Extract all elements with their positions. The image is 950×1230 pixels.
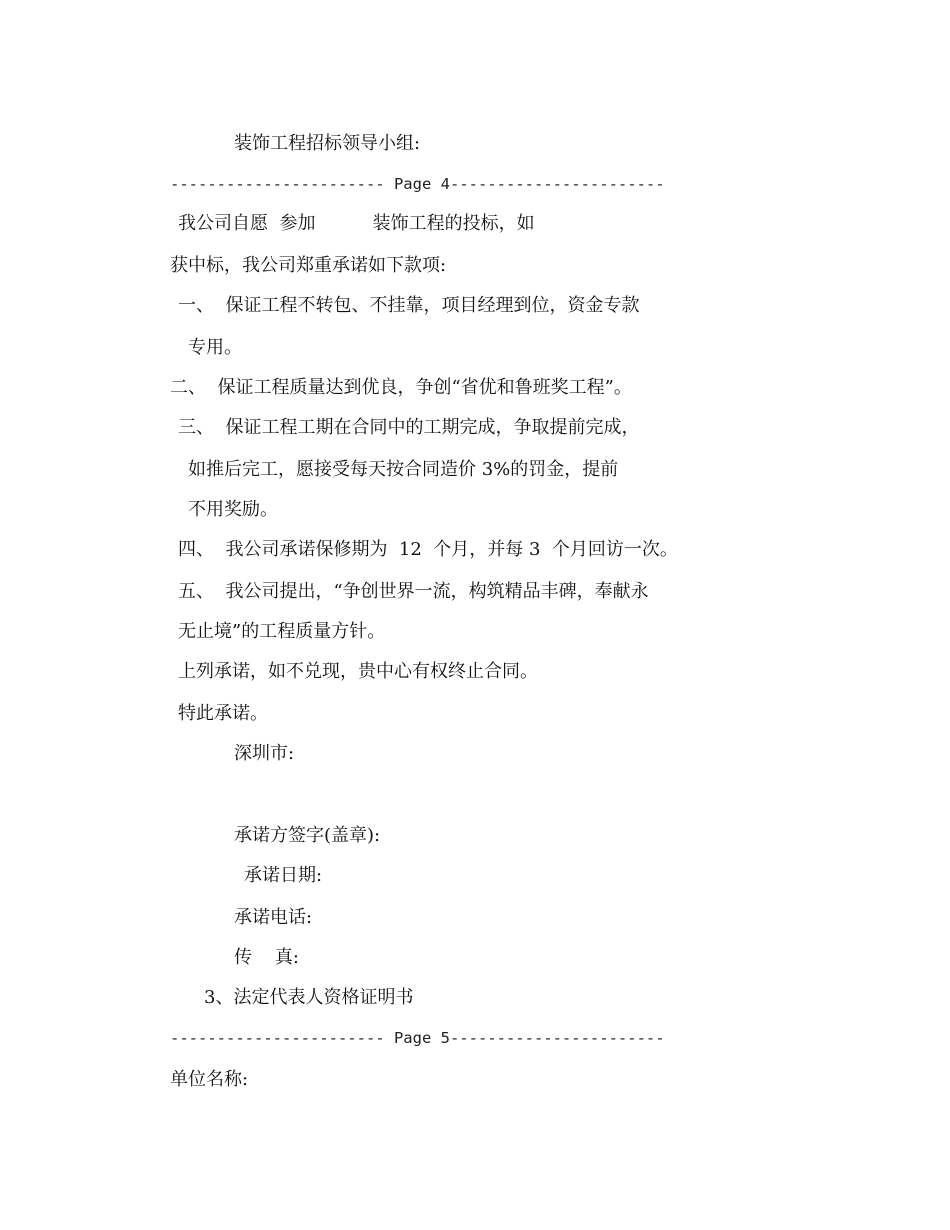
page-separator-5: ----------------------- Page 5----------------------- — [170, 1029, 665, 1047]
section-3-title: 3、法定代表人资格证明书 — [204, 987, 414, 1008]
unit-name-field: 单位名称: — [170, 1069, 249, 1090]
intro-line-2: 获中标，我公司郑重承诺如下款项: — [170, 255, 447, 276]
commitment-item-2: 二、 保证工程质量达到优良，争创“省优和鲁班奖工程”。 — [170, 377, 632, 398]
commitment-item-1-line-1: 一、 保证工程不转包、不挂靠，项目经理到位，资金专款 — [178, 295, 640, 316]
commitment-item-3-line-1: 三、 保证工程工期在合同中的工期完成，争取提前完成， — [178, 417, 640, 438]
commitment-item-5-line-2: 无止境”的工程质量方针。 — [178, 621, 386, 642]
closing-sign-off: 特此承诺。 — [178, 703, 268, 724]
commitment-item-1-line-2: 专用。 — [188, 337, 242, 358]
city-field: 深圳市: — [234, 743, 295, 764]
fax-field: 传 真: — [234, 947, 299, 968]
intro-line-1: 我公司自愿 参加 装饰工程的投标，如 — [178, 213, 535, 234]
commitment-item-3-line-3: 不用奖励。 — [188, 499, 278, 520]
signature-field: 承诺方签字(盖章): — [234, 825, 381, 846]
commitment-item-3-line-2: 如推后完工，愿接受每天按合同造价 3%的罚金，提前 — [188, 459, 619, 480]
closing-statement: 上列承诺，如不兑现，贵中心有权终止合同。 — [178, 661, 538, 682]
commitment-item-4: 四、 我公司承诺保修期为 12 个月，并每 3 个月回访一次。 — [178, 539, 678, 560]
commitment-item-5-line-1: 五、 我公司提出，“争创世界一流，构筑精品丰碑，奉献永 — [178, 581, 649, 602]
phone-field: 承诺电话: — [234, 907, 313, 928]
page-separator-4: ----------------------- Page 4----------------------- — [170, 175, 665, 193]
date-field: 承诺日期: — [244, 865, 323, 886]
tender-group-heading: 装饰工程招标领导小组: — [234, 133, 421, 154]
